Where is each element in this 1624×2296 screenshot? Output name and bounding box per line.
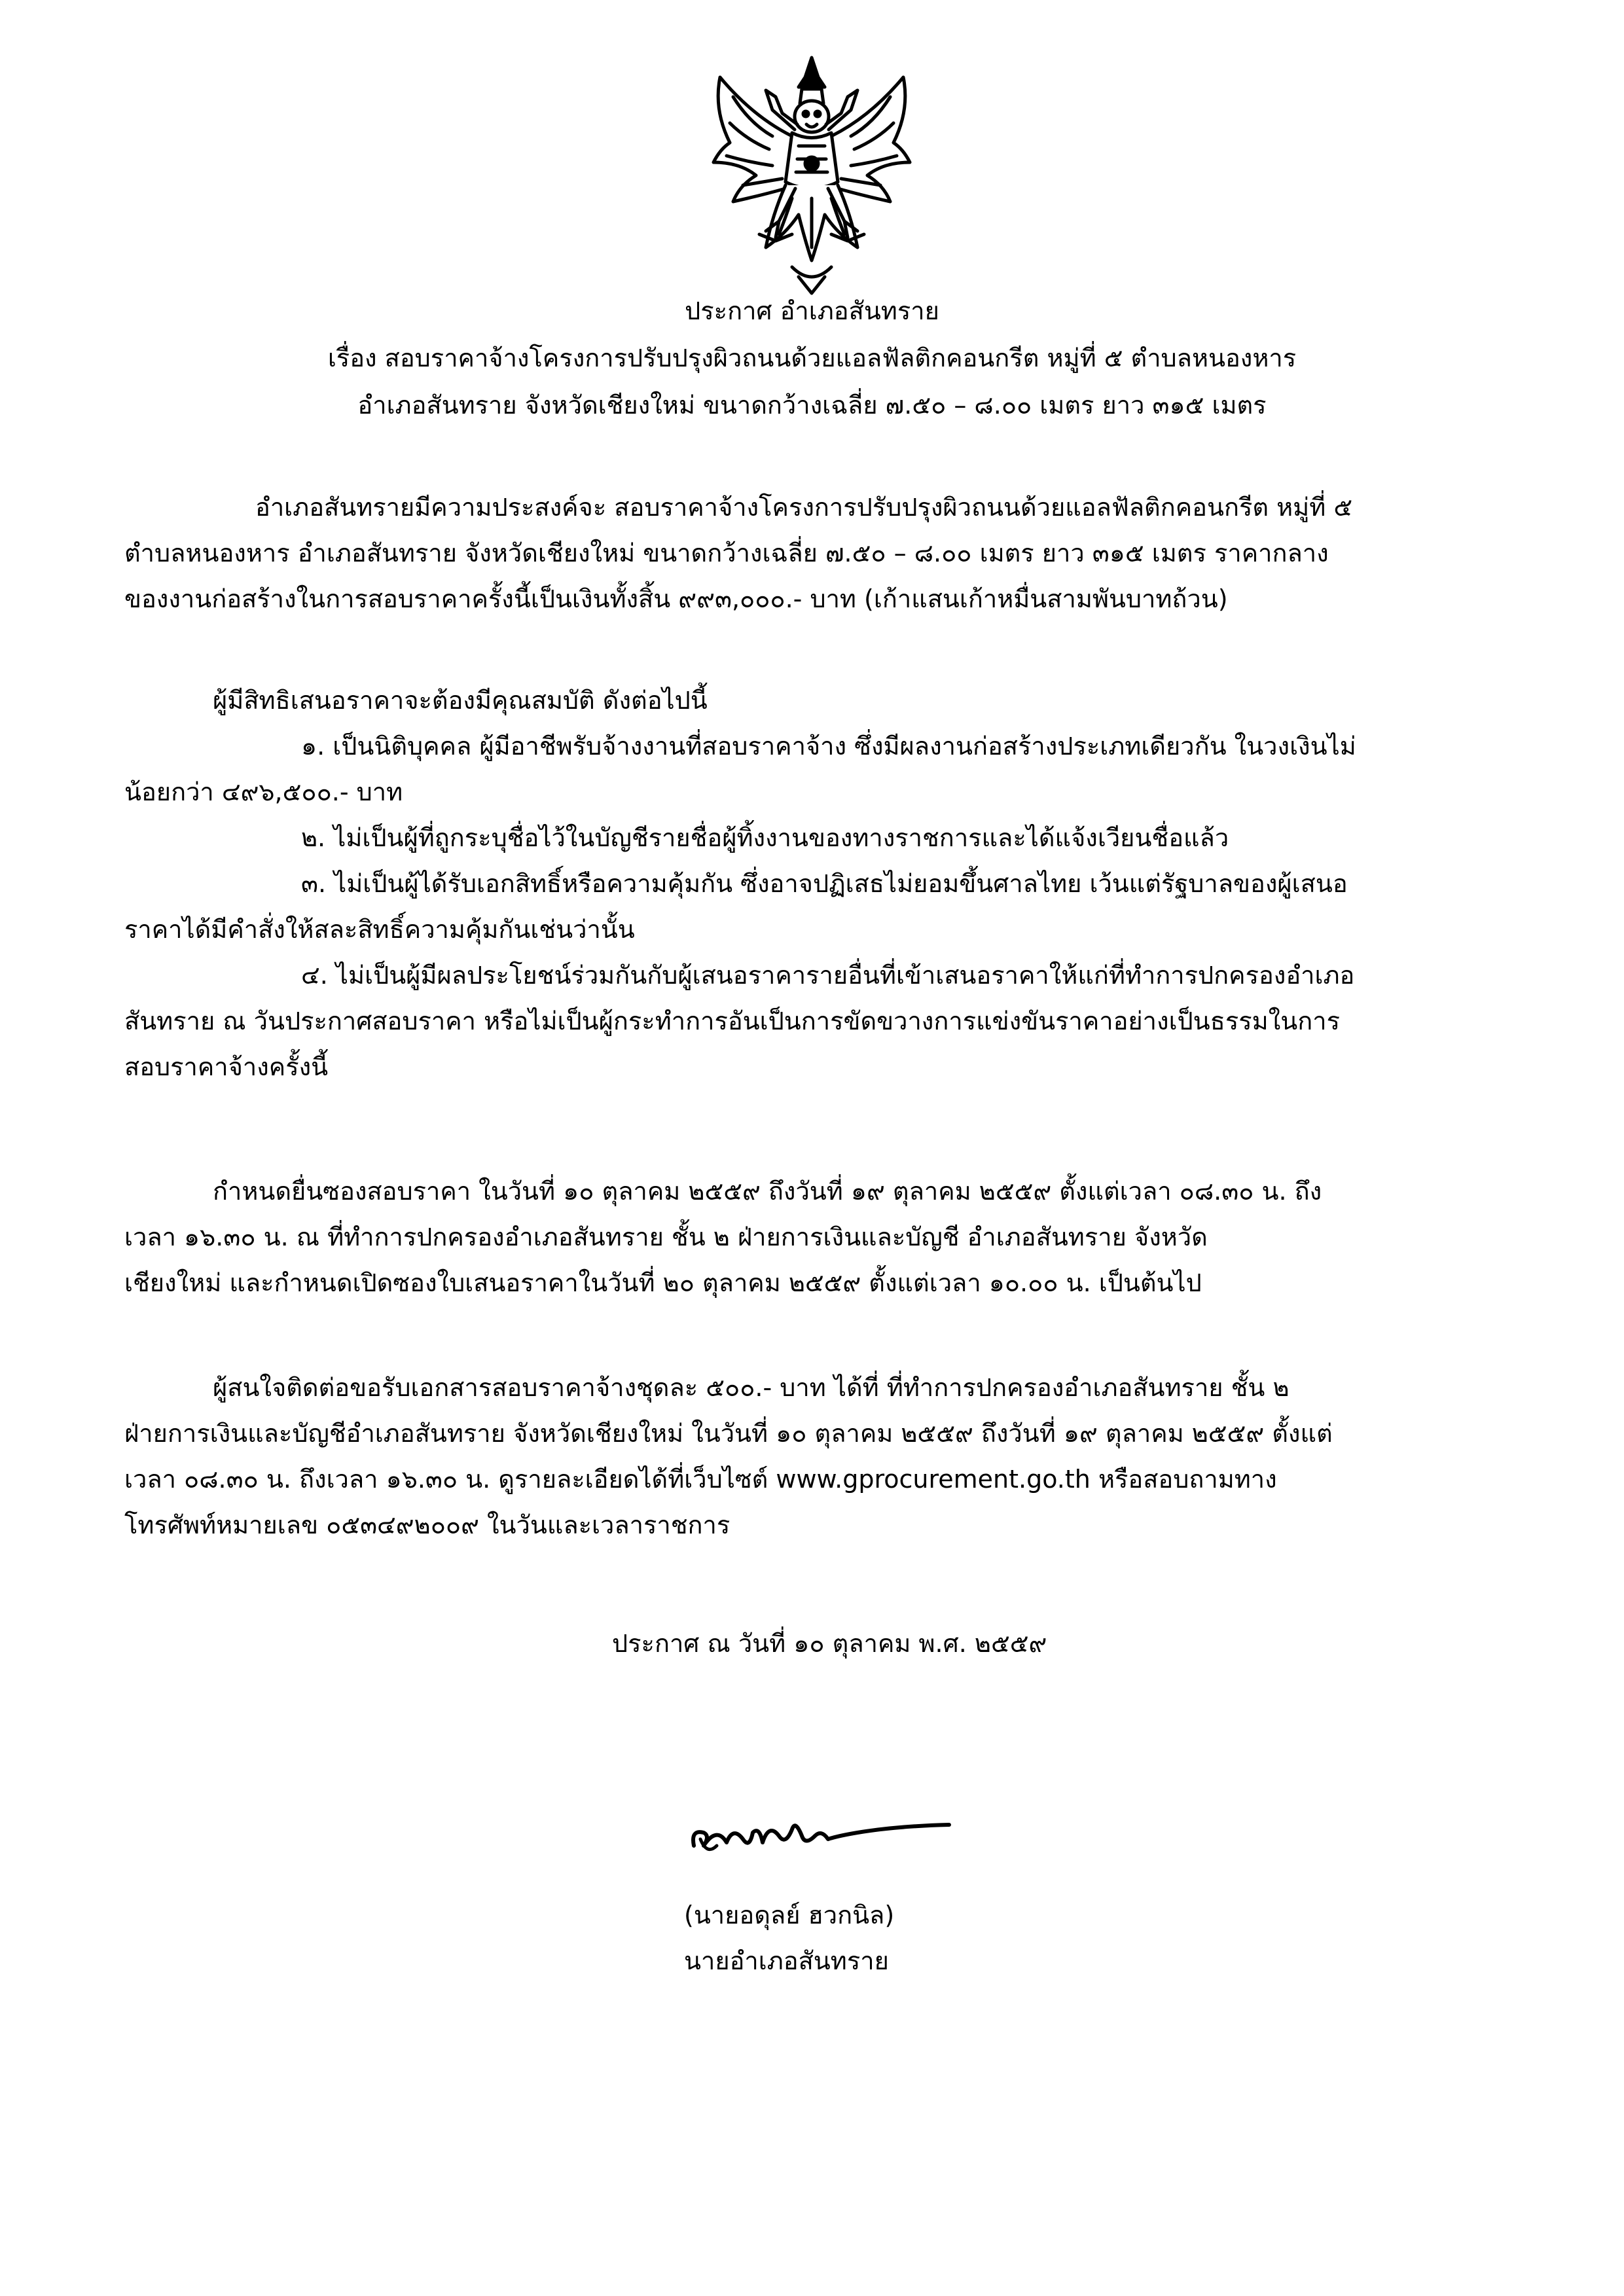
submission-line: กำหนดยื่นซองสอบราคา ในวันที่ ๑๐ ตุลาคม ๒๕๕๙ ถึงวันที่ ๑๙ ตุลาคม ๒๕๕๙ ตั้งแต่เวลา ๐๘.๓๐ น. ถึง (213, 1177, 1322, 1206)
contact-line: ฝ่ายการเงินและบัญชีอำเภอสันทราย จังหวัดเชียงใหม่ ในวันที่ ๑๐ ตุลาคม ๒๕๕๙ ถึงวันที่ ๑๙ ตุลาคม ๒๕๕๙ ตั้งแต่ (124, 1419, 1333, 1448)
signatory-name: (นายอดุลย์ ฮวกนิล) (684, 1901, 895, 1929)
signature-image (681, 1800, 956, 1872)
submission-line: เวลา ๑๖.๓๐ น. ณ ที่ทำการปกครองอำเภอสันทราย ชั้น ๒ ฝ่ายการเงินและบัญชี อำเภอสันทราย จังหวัด (124, 1223, 1208, 1251)
qualification-line: ราคาได้มีคำสั่งให้สละสิทธิ์ความคุ้มกันเช่นว่านั้น (124, 915, 635, 944)
contact-line: โทรศัพท์หมายเลข ๐๕๓๔๙๒๐๐๙ ในวันและเวลาราชการ (124, 1511, 731, 1539)
qualification-line: ๒. ไม่เป็นผู้ที่ถูกระบุชื่อไว้ในบัญชีรายชื่อผู้ทิ้งงานของทางราชการและได้แจ้งเวียนชื่อแล้ว (301, 823, 1229, 852)
announcement-date: ประกาศ ณ วันที่ ๑๐ ตุลาคม พ.ศ. ๒๕๕๙ (612, 1629, 1047, 1658)
subject-line-2: อำเภอสันทราย จังหวัดเชียงใหม่ ขนาดกว้างเฉลี่ย ๗.๕๐ – ๘.๐๐ เมตร ยาว ๓๑๕ เมตร (357, 391, 1267, 420)
paragraph-1-line: ของงานก่อสร้างในการสอบราคาครั้งนี้เป็นเงินทั้งสิ้น ๙๙๓,๐๐๐.- บาท (เก้าแสนเก้าหมื่นสามพันบาทถ้วน) (124, 584, 1228, 613)
qualification-line: ๑. เป็นนิติบุคคล ผู้มีอาชีพรับจ้างงานที่สอบราคาจ้าง ซึ่งมีผลงานก่อสร้างประเภทเดียวกัน ในวงเงินไม่ (301, 732, 1356, 761)
qualification-line: สันทราย ณ วันประกาศสอบราคา หรือไม่เป็นผู้กระทำการอันเป็นการขัดขวางการแข่งขันราคาอย่างเป็นธรรมในการ (124, 1007, 1341, 1035)
paragraph-1-line: ตำบลหนองหาร อำเภอสันทราย จังหวัดเชียงใหม่ ขนาดกว้างเฉลี่ย ๗.๕๐ – ๘.๐๐ เมตร ยาว ๓๑๕ เมตร ราคากลาง (124, 539, 1329, 567)
submission-line: เชียงใหม่ และกำหนดเปิดซองใบเสนอราคาในวันที่ ๒๐ ตุลาคม ๒๕๕๙ ตั้งแต่เวลา ๑๐.๐๐ น. เป็นต้นไป (124, 1268, 1202, 1297)
qualification-line: ๔. ไม่เป็นผู้มีผลประโยชน์ร่วมกันกับผู้เสนอราคารายอื่นที่เข้าเสนอราคาให้แก่ที่ทำการปกครองอำเภอ (301, 961, 1355, 990)
contact-line: ผู้สนใจติดต่อขอรับเอกสารสอบราคาจ้างชุดละ ๕๐๐.- บาท ได้ที่ ที่ทำการปกครองอำเภอสันทราย ชั้น ๒ (213, 1373, 1290, 1402)
paragraph-1-line: อำเภอสันทรายมีความประสงค์จะ สอบราคาจ้างโครงการปรับปรุงผิวถนนด้วยแอลฟัลติกคอนกรีต หมู่ที่ ๕ (255, 493, 1353, 522)
qualification-line: ๓. ไม่เป็นผู้ได้รับเอกสิทธิ์หรือความคุ้มกัน ซึ่งอาจปฏิเสธไม่ยอมขึ้นศาลไทย เว้นแต่รัฐบาลของผู้เสนอ (301, 869, 1348, 898)
signatory-position: นายอำเภอสันทราย (684, 1946, 889, 1975)
contact-line: เวลา ๐๘.๓๐ น. ถึงเวลา ๑๖.๓๐ น. ดูรายละเอียดได้ที่เว็บไซต์ www.gprocurement.go.th หรือสอบถามทาง (124, 1465, 1277, 1494)
qualification-line: น้อยกว่า ๔๙๖,๕๐๐.- บาท (124, 778, 403, 806)
subject-line-1: เรื่อง สอบราคาจ้างโครงการปรับปรุงผิวถนนด้วยแอลฟัลติกคอนกรีต หมู่ที่ ๕ ตำบลหนองหาร (327, 344, 1297, 372)
qualification-line: สอบราคาจ้างครั้งนี้ (124, 1052, 329, 1081)
announcement-title: ประกาศ อำเภอสันทราย (685, 296, 939, 325)
garuda-emblem-icon (694, 51, 929, 300)
qualifications-intro: ผู้มีสิทธิเสนอราคาจะต้องมีคุณสมบัติ ดังต่อไปนี้ (213, 686, 708, 715)
